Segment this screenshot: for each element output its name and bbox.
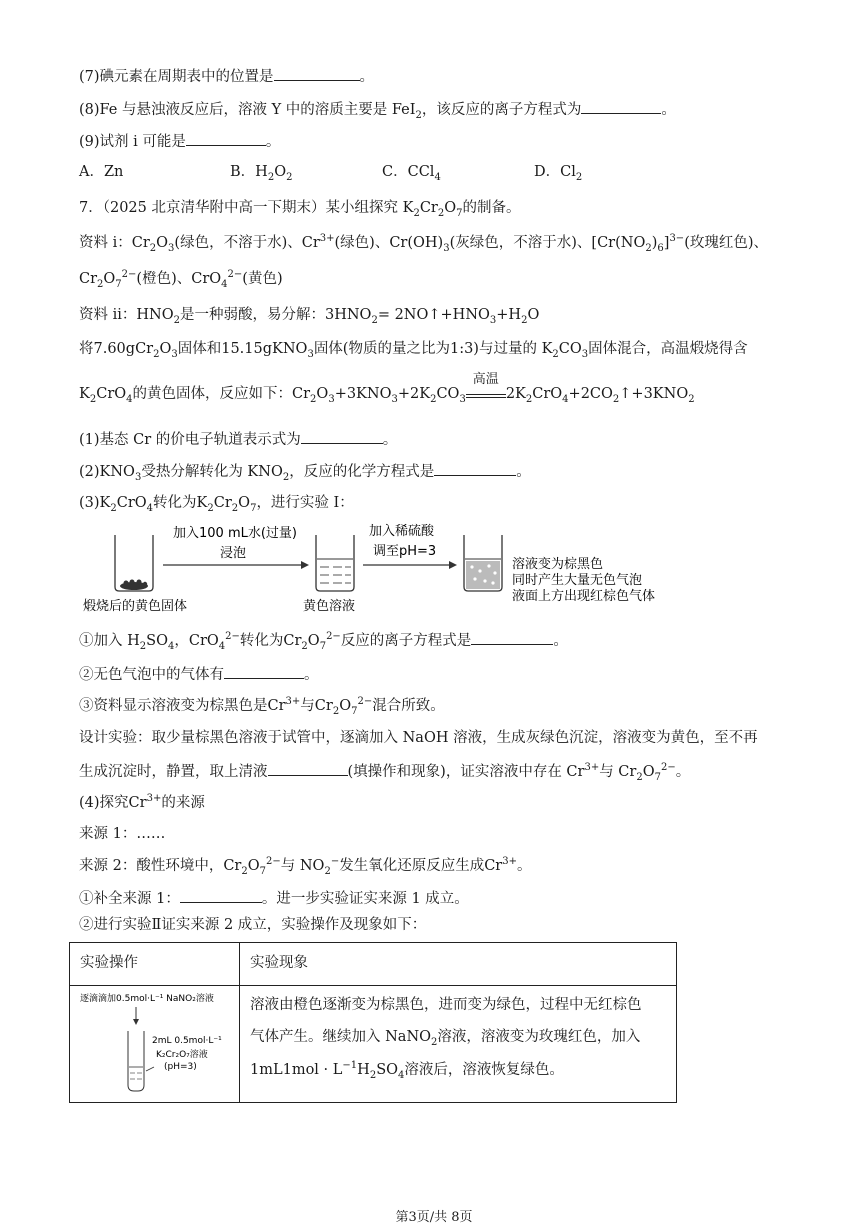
arrow-1	[163, 561, 309, 569]
source-2: 来源 2：酸性环境中，$Cr_2O_7^{2-}$与 $NO_2^-$发生氧化还原反应生成$Cr^{3+}$。	[79, 856, 532, 877]
part-3-item-3: ③资料显示溶液变为棕黑色是$Cr^{3+}$与$Cr_2O_7^{2-}$混合所致。	[79, 696, 445, 717]
part-4: (4)探究$Cr^{3+}$的来源	[79, 793, 205, 811]
reaction-condition: 高温	[466, 385, 506, 398]
page-footer: 第3页/共 8页	[395, 1210, 473, 1225]
choice-options	[79, 162, 679, 182]
option-a[interactable]: A．Zn	[79, 164, 124, 180]
design-line-1: 设计实验：取少量棕黑色溶液于试管中，逐滴加入 NaOH 溶液，生成灰绿色沉淀，溶液变为黄色，至不再	[79, 730, 758, 746]
sub-question-8: (8)Fe 与悬浊液反应后，溶液 Y 中的溶质主要是 FeI$_2$，该反应的离子方程式为 。	[79, 99, 676, 120]
answer-blank[interactable]	[186, 131, 266, 146]
answer-blank[interactable]	[301, 429, 383, 444]
answer-blank[interactable]	[471, 630, 553, 645]
reaction-equation: $K_2CrO_4$的黄色固体，反应如下：$Cr_2O_3+3KNO_3+2K_2CO_3$ 高温 $2K_2CrO_4+2CO_2↑+3KNO_2$	[79, 372, 695, 405]
answer-blank[interactable]	[434, 461, 516, 476]
beaker-2	[316, 535, 354, 591]
tube-label-2: K₂Cr₂O₇溶液	[156, 1050, 208, 1060]
beaker-1	[115, 535, 153, 591]
mixing-text: 将$7.60gCr_2O_3$固体和15.15gKNO$_3$固体(物质的量之比为1:3)与过量的 $K_2CO_3$固体混合，高温煅烧得含	[79, 341, 748, 360]
option-c[interactable]: C．CCl$_4$	[382, 164, 441, 183]
tube-label-3: (pH=3)	[164, 1062, 197, 1072]
resource-i-cont: $Cr_2O_7^{2-}$(橙色)、CrO$_4^{2-}$(黄色)	[79, 269, 283, 290]
answer-blank[interactable]	[268, 761, 348, 776]
table-header-operation: 实验操作	[80, 955, 138, 971]
phenomenon-line-2: 气体产生。继续加入 NaNO$_2$溶液，溶液变为玫瑰红色，加入	[250, 1029, 641, 1048]
experiment-2-diagram	[72, 987, 237, 1102]
resource-ii: 资料 ii：$HNO_2$是一种弱酸，易分解：$3HNO_2=$ $2NO↑+HNO_3+H_2O$	[79, 307, 540, 326]
part-3: $(3)K_2CrO_4$转化为$K_2Cr_2O_7$，进行实验 I：	[79, 495, 354, 514]
dropper-label: 逐滴滴加0.5mol·L⁻¹ NaNO₂溶液	[80, 994, 214, 1004]
part-1: (1)基态 Cr 的价电子轨道表示式为 。	[79, 429, 397, 450]
observation-3: 液面上方出现红棕色气体	[512, 589, 656, 604]
part-4-item-2: ②进行实验Ⅱ证实来源 2 成立，实验操作及现象如下：	[79, 917, 427, 933]
part-2: $(2)KNO_3$受热分解转化为 $KNO_2$，反应的化学方程式是 。	[79, 461, 531, 482]
sub-question-7: (7)碘元素在周期表中的位置是 。	[79, 66, 374, 87]
phenomenon-line-3: $1mL1mol \cdot L^{-1}H_2SO_4$溶液后，溶液恢复绿色。	[250, 1060, 564, 1081]
arrow-1-top-label: 加入100 mL水(过量)	[173, 526, 297, 541]
part-3-item-1: ①加入 $H_2SO_4$，CrO$_4^{2-}$转化为$Cr_2O_7^{2-}$反应的离子方程式是 。	[79, 631, 568, 652]
source-1: 来源 1：……	[79, 826, 166, 842]
experiment-1-figure	[79, 521, 679, 616]
observation-1: 溶液变为棕黑色	[512, 557, 604, 572]
arrow-2-top-label: 加入稀硫酸	[369, 524, 435, 539]
design-line-2: 生成沉淀时，静置，取上清液 (填操作和现象)，证实溶液中存在 $Cr^{3+}$与 $Cr_2O_7^{2-}$。	[79, 762, 691, 783]
tube-label-1: 2mL 0.5mol·L⁻¹	[152, 1036, 222, 1046]
beaker-2-label: 黄色溶液	[303, 599, 356, 614]
resource-i: 资料 i：$Cr_2O_3$(绿色，不溶于水)、$Cr^{3+}$(绿色)、$Cr(OH)_3$(灰绿色，不溶于水)、$[Cr(NO_2)_6]^{3-}$(玫瑰红色)、	[79, 233, 769, 254]
beaker-3	[464, 535, 502, 591]
option-d[interactable]: D．$Cl_2$	[534, 164, 583, 183]
sub-question-9: (9)试剂 i 可能是 。	[79, 131, 280, 152]
arrow-2	[363, 561, 457, 569]
question-7-heading: 7．（2025 北京清华附中高一下期末）某小组探究 $K_2Cr_2O_7$的制备。	[79, 200, 521, 219]
answer-blank[interactable]	[581, 99, 661, 114]
part-3-item-2: ②无色气泡中的气体有 。	[79, 664, 319, 685]
part-4-item-1: ①补全来源 1： 。进一步实验证实来源 1 成立。	[79, 888, 469, 909]
arrow-1-bottom-label: 浸泡	[220, 546, 247, 561]
phenomenon-line-1: 溶液由橙色逐渐变为棕黑色，进而变为绿色，过程中无红棕色	[250, 997, 642, 1013]
option-b[interactable]: B．$H_2O_2$	[230, 164, 293, 183]
arrow-2-bottom-label: 调至pH=3	[373, 544, 437, 559]
experiment-2-table	[69, 942, 677, 1103]
answer-blank[interactable]	[274, 66, 360, 81]
answer-blank[interactable]	[224, 664, 304, 679]
beaker-1-label: 煅烧后的黄色固体	[83, 599, 188, 614]
answer-blank[interactable]	[180, 888, 262, 903]
observation-2: 同时产生大量无色气泡	[512, 573, 643, 588]
table-header-phenomenon: 实验现象	[250, 955, 308, 971]
